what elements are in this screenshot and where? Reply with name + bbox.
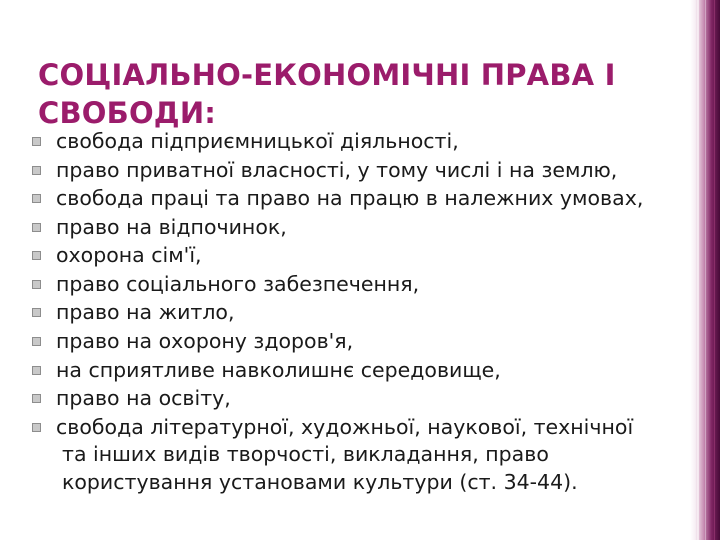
square-bullet-icon <box>32 280 41 289</box>
slide-title-line-1: СОЦІАЛЬНО-ЕКОНОМІЧНІ ПРАВА І <box>38 58 616 93</box>
list-item-text: свобода підприємницької діяльності, <box>56 129 459 153</box>
list-item <box>26 328 702 356</box>
square-bullet-icon <box>32 394 41 403</box>
square-bullet-icon <box>32 223 41 232</box>
list-item <box>26 214 702 242</box>
square-bullet-icon <box>32 308 41 317</box>
list-item <box>26 385 702 413</box>
square-bullet-icon <box>32 423 41 432</box>
list-item-text: охорона сім'ї, <box>56 243 202 268</box>
list-item <box>26 357 702 385</box>
list-item-text: свобода літературної, художньої, наукової, технічної <box>56 414 634 439</box>
list-item <box>26 299 702 327</box>
square-bullet-icon <box>32 166 41 175</box>
list-item-text: свобода праці та право на працю в належних умовах, <box>56 186 644 211</box>
list-item <box>26 271 702 299</box>
list-item <box>26 157 702 185</box>
list-item-continuation-line-2: користування установами культури (ст. 34-44). <box>62 469 578 494</box>
slide-title <box>38 57 658 131</box>
list-item <box>26 185 702 213</box>
square-bullet-icon <box>32 194 41 203</box>
list-item-text: право на освіту, <box>56 386 231 411</box>
bullet-list <box>26 128 702 496</box>
decorative-streak <box>705 0 706 540</box>
slide-title-line-2: СВОБОДИ: <box>38 95 217 130</box>
square-bullet-icon <box>32 366 41 375</box>
list-item-continuation-line-1: та інших видів творчості, викладання, право <box>62 442 549 467</box>
list-item-text: право соціального забезпечення, <box>56 271 420 296</box>
slide-body <box>26 128 702 497</box>
list-item-text: право на житло, <box>56 300 235 325</box>
square-bullet-icon <box>32 337 41 346</box>
list-item-text: право приватної власності, у тому числі і на землю, <box>56 157 618 182</box>
square-bullet-icon <box>32 137 41 146</box>
list-item <box>26 414 702 497</box>
list-item-text: право на відпочинок, <box>56 214 287 239</box>
list-item <box>26 242 702 270</box>
list-item-text: на сприятливе навколишнє середовище, <box>56 357 501 382</box>
decorative-streak <box>714 0 715 540</box>
list-item <box>26 128 702 156</box>
square-bullet-icon <box>32 251 41 260</box>
list-item-text: право на охорону здоров'я, <box>56 328 354 353</box>
